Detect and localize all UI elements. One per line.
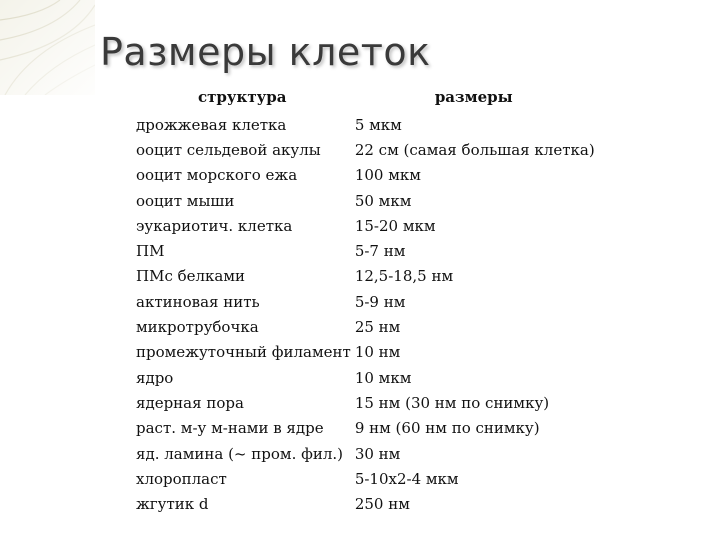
size-cell: 9 нм (60 нм по снимку) <box>354 419 540 438</box>
structure-cell: актиновая нить <box>136 292 260 311</box>
size-cell: 15-20 мкм <box>354 216 436 235</box>
structure-cell: ядерная пора <box>136 393 244 412</box>
corner-decoration <box>0 0 95 95</box>
structure-cell: микротрубочка <box>136 318 259 337</box>
table-row <box>136 441 595 466</box>
table-row <box>136 188 595 213</box>
table-row <box>136 491 595 516</box>
structure-cell: ооцит мыши <box>136 191 235 210</box>
structure-cell: раст. м-у м-нами в ядре <box>136 419 324 438</box>
structure-cell: ооцит сельдевой акулы <box>136 140 321 159</box>
table-row <box>136 289 595 314</box>
structure-cell: дрожжевая клетка <box>136 115 287 134</box>
table-header-row <box>136 86 595 112</box>
table-row <box>136 264 595 289</box>
size-cell: 5-10x2-4 мкм <box>354 469 459 488</box>
structure-cell: ПМс белками <box>136 267 246 286</box>
size-cell: 250 нм <box>354 495 410 514</box>
table-row <box>136 390 595 415</box>
structure-cell: ПМ <box>136 242 165 261</box>
table-row <box>136 112 595 137</box>
size-cell: 12,5-18,5 нм <box>354 267 454 286</box>
table-row <box>136 340 595 365</box>
structure-cell: ядро <box>136 368 174 387</box>
structure-cell: хлоропласт <box>136 469 227 488</box>
structure-cell: жгутик d <box>136 495 209 514</box>
structure-cell: ооцит морского ежа <box>136 166 298 185</box>
size-cell: 10 нм <box>354 343 401 362</box>
header-size: размеры <box>434 88 513 106</box>
size-cell: 15 нм (30 нм по снимку) <box>354 393 550 412</box>
header-structure: структура <box>198 88 287 106</box>
table-row <box>136 365 595 390</box>
table-row <box>136 416 595 441</box>
table-row <box>136 163 595 188</box>
size-cell: 5-7 нм <box>354 242 406 261</box>
table-row <box>136 466 595 491</box>
size-cell: 30 нм <box>354 444 401 463</box>
table-row <box>136 137 595 162</box>
size-cell: 10 мкм <box>354 368 412 387</box>
structure-cell: эукариотич. клетка <box>136 216 293 235</box>
size-cell: 100 мкм <box>354 166 421 185</box>
cell-sizes-table <box>136 86 595 517</box>
size-cell: 25 нм <box>354 318 401 337</box>
size-cell: 5 мкм <box>354 115 402 134</box>
table-row <box>136 314 595 339</box>
table-row <box>136 213 595 238</box>
table-row <box>136 238 595 263</box>
structure-cell: яд. ламина (~ пром. фил.) <box>136 444 343 463</box>
structure-cell: промежуточный филамент <box>136 343 351 362</box>
table-body <box>136 112 595 517</box>
size-cell: 50 мкм <box>354 191 412 210</box>
size-cell: 22 см (самая большая клетка) <box>354 140 595 159</box>
size-cell: 5-9 нм <box>354 292 406 311</box>
slide-title: Размеры клеток <box>100 30 431 74</box>
